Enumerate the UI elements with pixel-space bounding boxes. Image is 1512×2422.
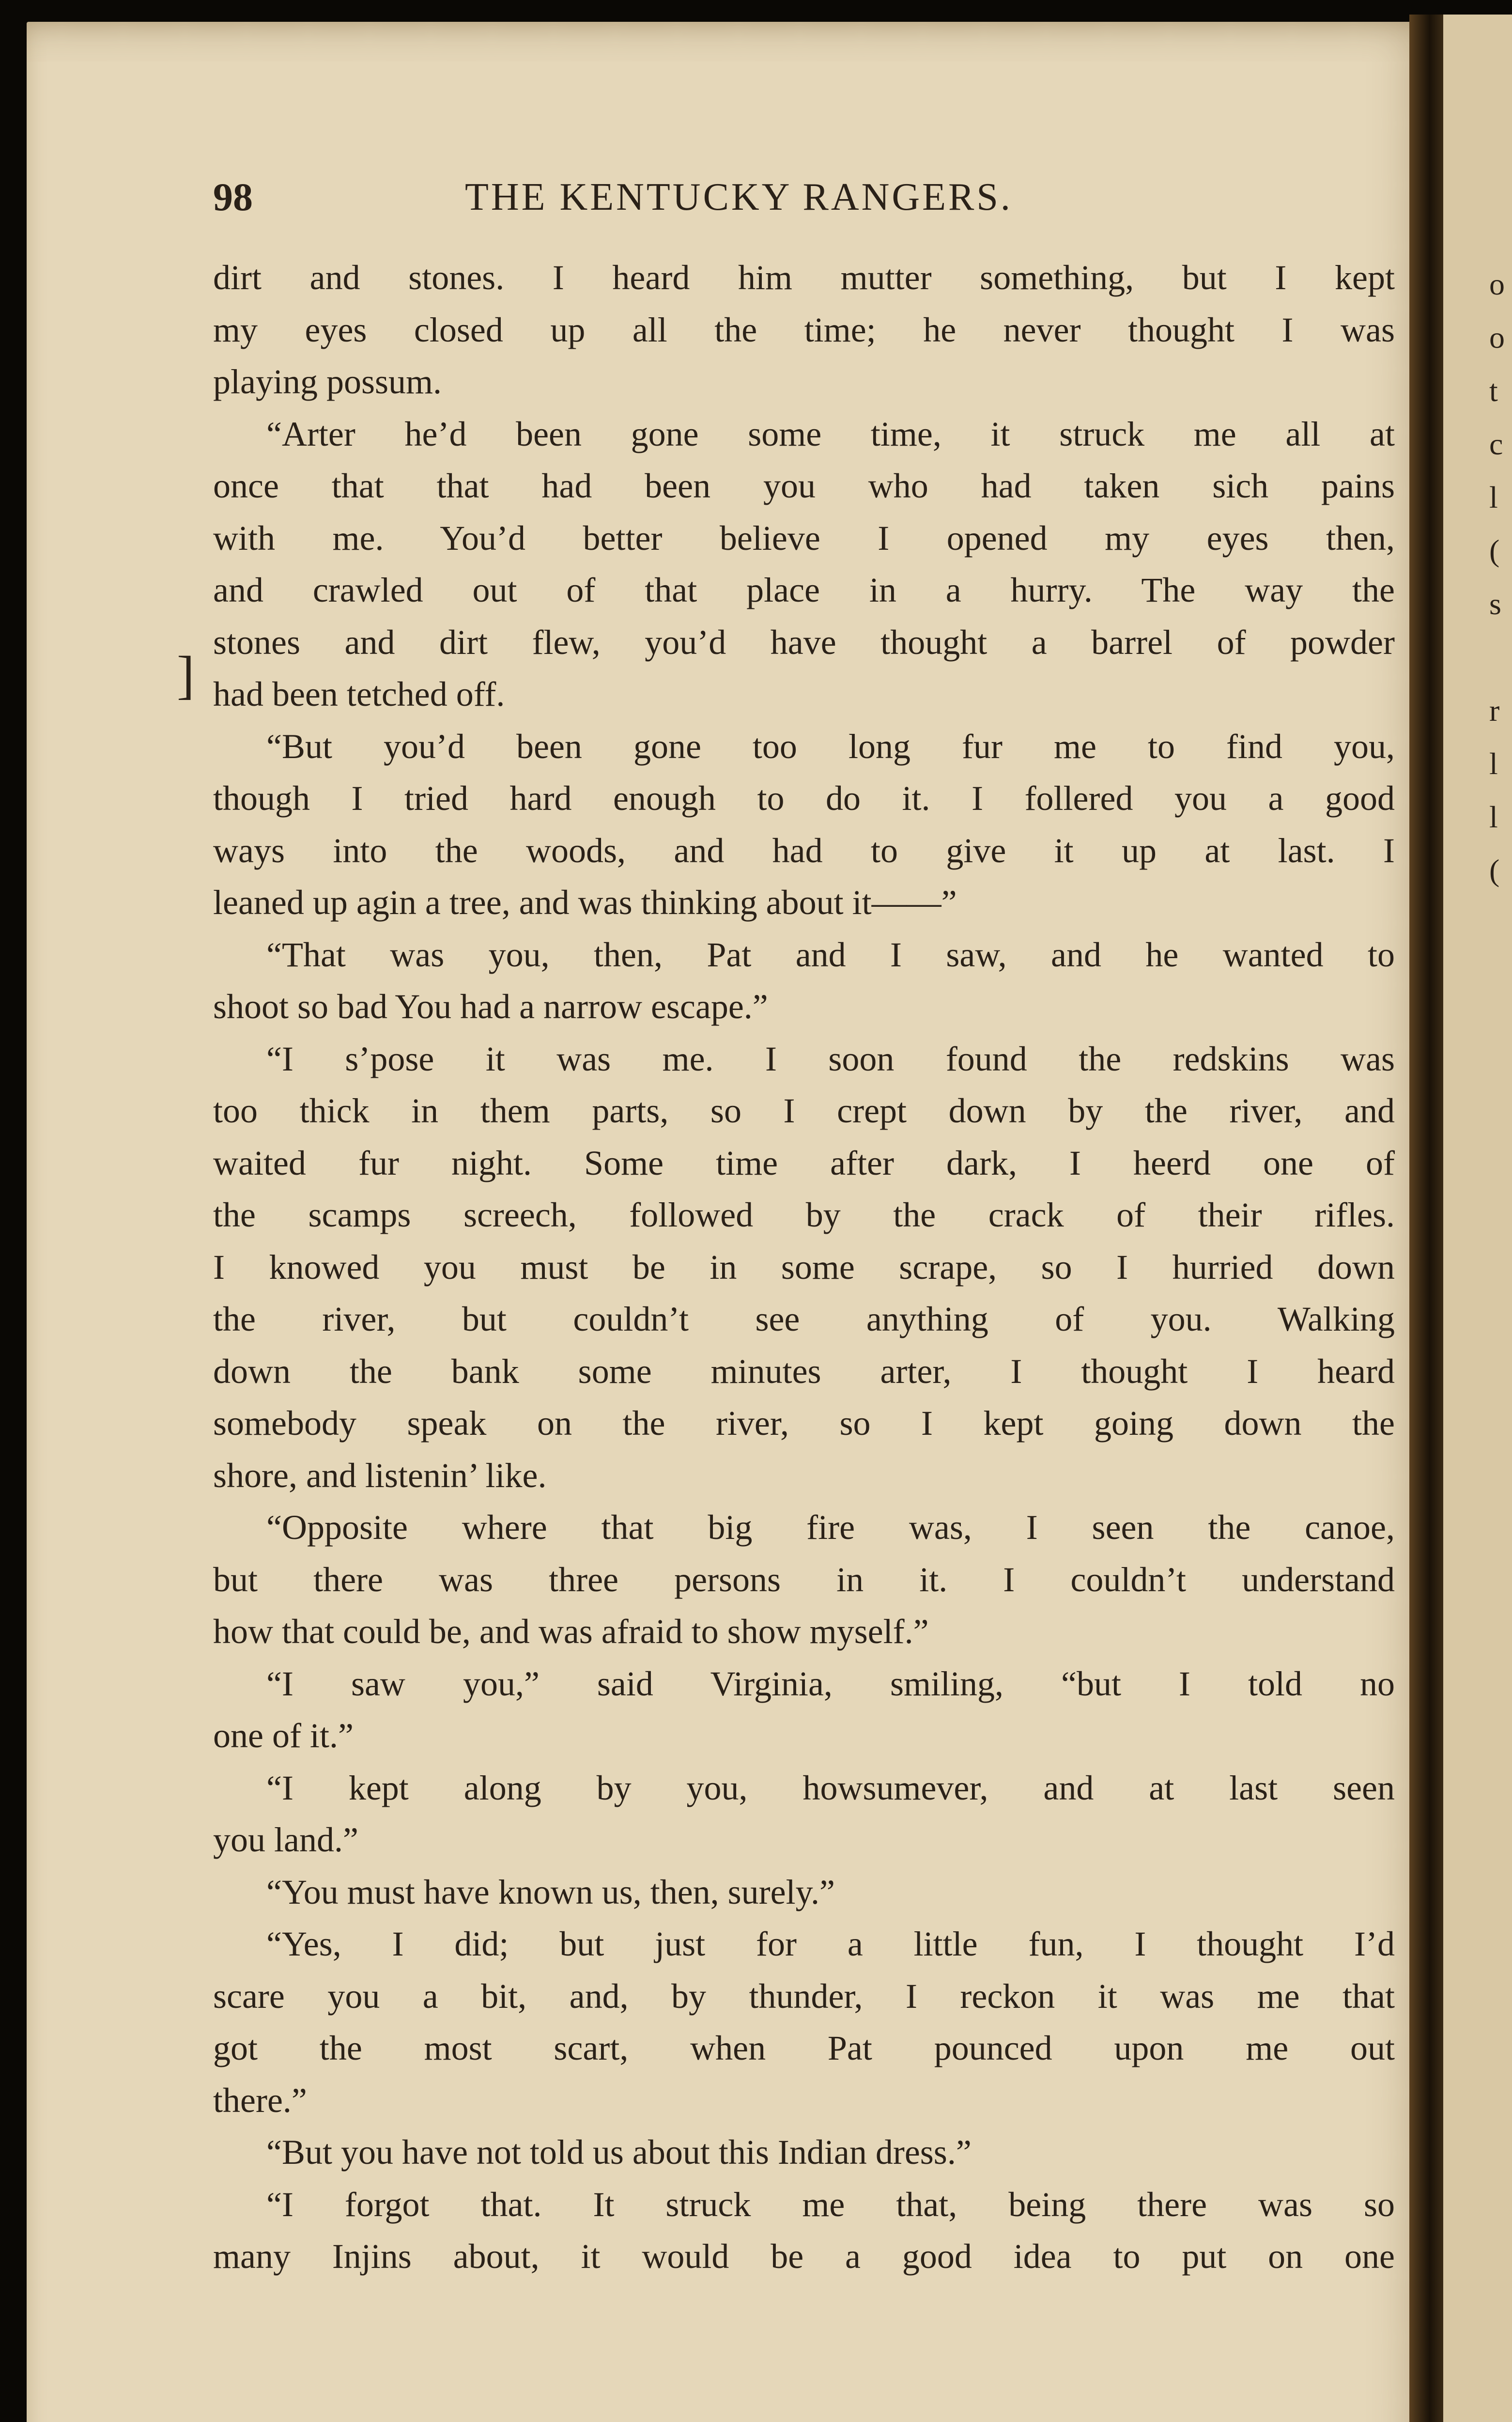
text-line: waited fur night. Some time after dark, I heerd one of [213,1143,1395,1182]
text-line: “Opposite where that big fire was, I seen the canoe, [266,1508,1395,1547]
text-line: leaned up agin a tree, and was thinking about it——” [213,883,957,922]
text-line: stones and dirt flew, you’d have thought a barrel of powder [213,622,1395,662]
text-line: there.” [213,2080,307,2120]
book-gutter [1409,15,1443,2422]
text-line: “I saw you,” said Virginia, smiling, “but I told no [266,1664,1395,1703]
margin-mark: ] [177,645,195,704]
text-line: many Injins about, it would be a good idea to put on one [213,2237,1395,2276]
facing-page-fragment: o [1489,267,1505,301]
facing-page-fragment: t [1489,373,1498,408]
text-line: down the bank some minutes arter, I thought I heard [213,1351,1395,1391]
facing-page-fragment: l [1489,746,1498,781]
text-line: my eyes closed up all the time; he never thought I was [213,310,1395,349]
text-line: “That was you, then, Pat and I saw, and he wanted to [266,935,1395,974]
text-line: and crawled out of that place in a hurry. The way the [213,571,1395,609]
text-line: had been tetched off. [213,675,505,714]
text-line: the scamps screech, followed by the crack of their rifles. [213,1195,1395,1234]
text-line: shore, and listenin’ like. [213,1456,547,1495]
text-line: playing possum. [213,362,442,401]
text-line: “Yes, I did; but just for a little fun, I thought I’d [266,1925,1395,1963]
facing-page-fragment: l [1489,800,1498,834]
text-line: somebody speak on the river, so I kept going down the [213,1404,1395,1443]
text-line: with me. You’d better believe I opened my eyes then, [213,518,1395,558]
facing-page-fragment: ( [1489,853,1500,887]
facing-page-fragment: o [1489,320,1505,355]
body-text [213,252,1395,2283]
text-line: but there was three persons in it. I couldn’t understand [213,1560,1395,1599]
text-line: “I s’pose it was me. I soon found the redskins was [266,1039,1395,1078]
text-line: “You must have known us, then, surely.” [266,1872,835,1911]
text-line: once that that had been you who had taken sich pains [213,466,1395,505]
text-line: “I kept along by you, howsumever, and at last seen [266,1768,1395,1807]
page-number: 98 [213,175,253,219]
text-line: got the most scart, when Pat pounced upon me out [213,2029,1395,2067]
text-line: “Arter he’d been gone some time, it struck me all at [266,414,1395,453]
text-line: shoot so bad You had a narrow escape.” [213,987,768,1026]
text-line: ways into the woods, and had to give it up at last. I [213,831,1395,870]
text-line: you land.” [213,1820,358,1859]
facing-page-edge [1443,15,1512,2422]
page-header [213,174,1414,228]
text-line: the river, but couldn’t see anything of you. Walking [213,1300,1395,1338]
text-block [213,252,1395,2283]
text-line: dirt and stones. I heard him mutter something, but I kept [213,258,1395,297]
facing-page-fragment: ( [1489,533,1500,568]
text-line: how that could be, and was afraid to show myself.” [213,1612,929,1651]
text-line: “I forgot that. It struck me that, being there was so [266,2185,1395,2224]
facing-page-fragment: r [1489,693,1500,728]
facing-page-fragment: c [1489,427,1503,461]
running-title: THE KENTUCKY RANGERS. [465,176,1013,218]
text-line: “But you have not told us about this Indian dress.” [266,2133,972,2172]
text-line: one of it.” [213,1716,354,1755]
facing-page-fragment: l [1489,480,1498,514]
text-line: “But you’d been gone too long fur me to find you, [266,727,1395,766]
text-line: though I tried hard enough to do it. I follered you a good [213,779,1395,818]
text-line: scare you a bit, and, by thunder, I reckon it was me that [213,1976,1395,2016]
facing-page-fragment: s [1489,587,1501,621]
text-line: too thick in them parts, so I crept down by the river, and [213,1091,1395,1130]
text-line: I knowed you must be in some scrape, so I hurried down [213,1247,1395,1287]
